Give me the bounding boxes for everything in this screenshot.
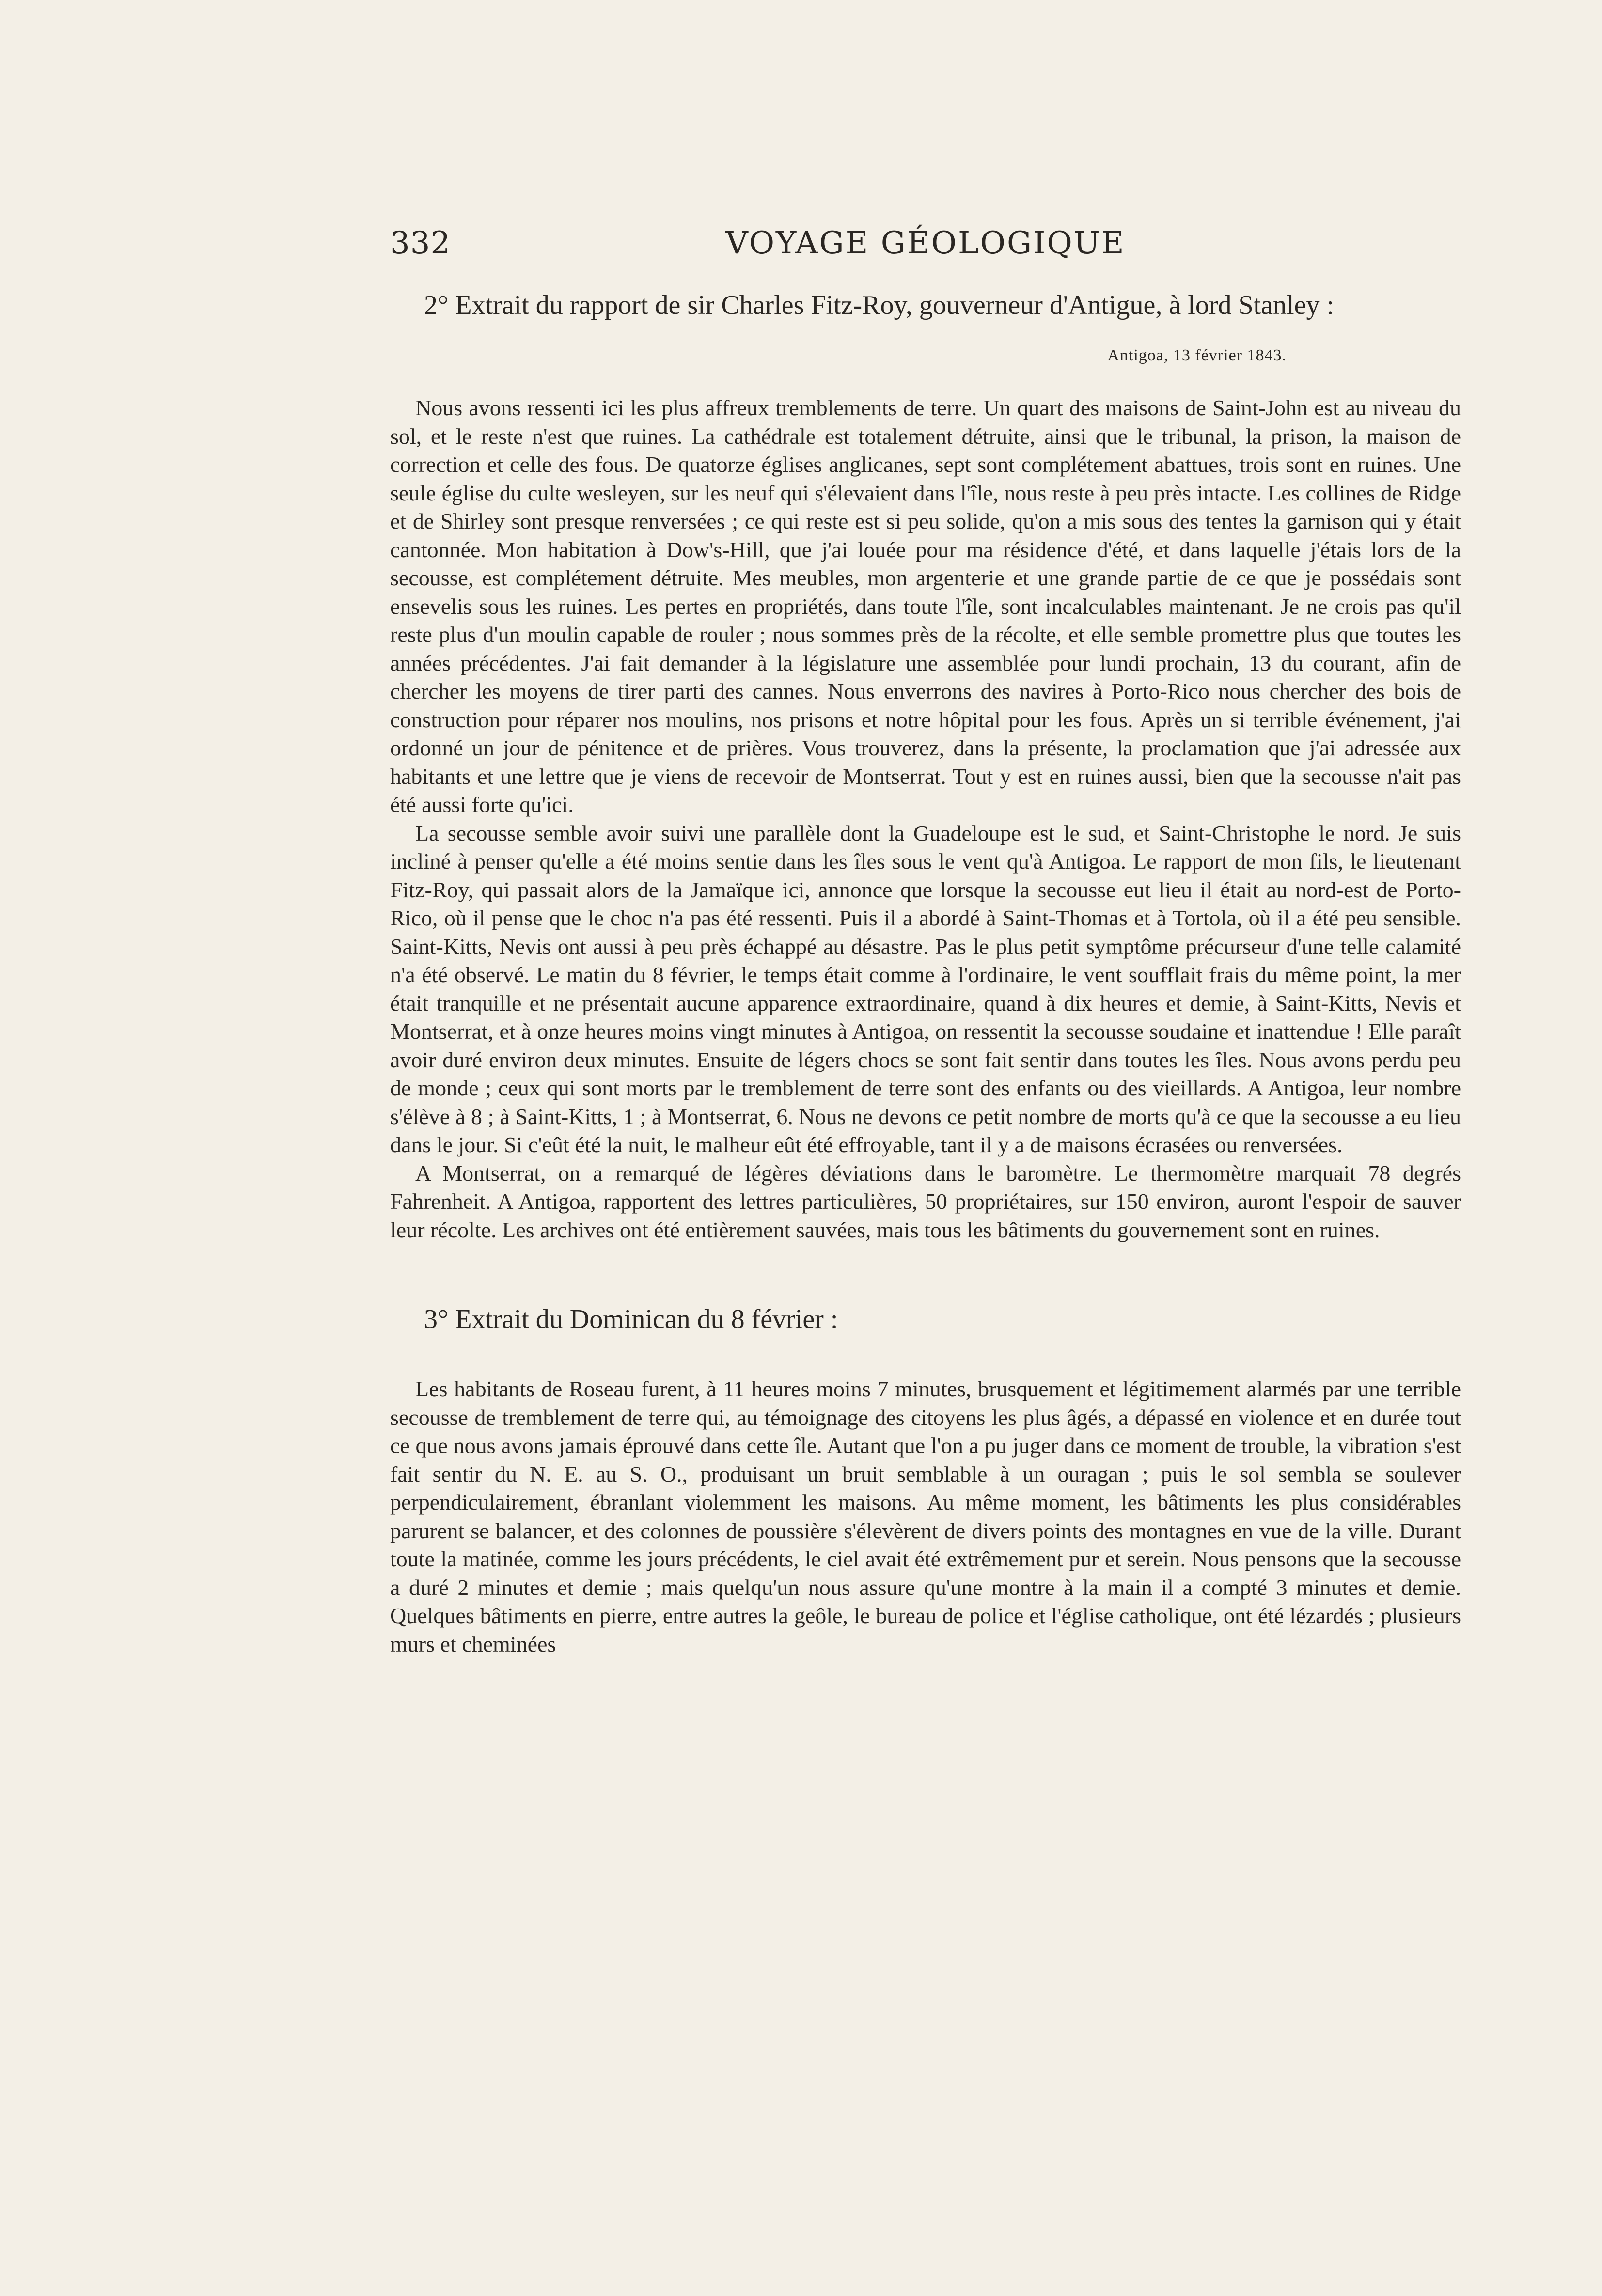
section-gap <box>390 1244 1461 1297</box>
section-heading-dominican: 3° Extrait du Dominican du 8 février : <box>424 1304 838 1334</box>
page-number: 332 <box>390 225 451 261</box>
page-content <box>390 283 1461 1658</box>
paragraph: La secousse semble avoir suivi une parallèle dont la Guadeloupe est le sud, et Saint-Christophe le nord. Je suis incliné à penser qu'elle a été moins sentie dans les îles sous le vent qu'à Antigoa. Le rapport de mon fils, le lieutenant Fitz-Roy, qui passait alors de la Jamaïque ici, annonce que lorsque la secousse eut lieu il était au nord-est de Porto-Rico, où il pense que le choc n'a pas été ressenti. Puis il a abordé à Saint-Thomas et à Tortola, où il a été peu sensible. Saint-Kitts, Nevis ont aussi à peu près échappé au désastre. Pas le plus petit symptôme précurseur d'une telle calamité n'a été observé. Le matin du 8 février, le temps était comme à l'ordinaire, le vent soufflait frais du même point, la mer était tranquille et ne présentait aucune apparence extraordinaire, quand à dix heures et demie, à Saint-Kitts, Nevis et Montserrat, et à onze heures moins vingt minutes à Antigoa, on ressentit la secousse soudaine et inattendue ! Elle paraît avoir duré environ deux minutes. Ensuite de légers chocs se sont fait sentir dans toutes les îles. Nous avons perdu peu de monde ; ceux qui sont morts par le tremblement de terre sont des enfants ou des vieillards. A Antigoa, leur nombre s'élève à 8 ; à Saint-Kitts, 1 ; à Montserrat, 6. Nous ne devons ce petit nombre de morts qu'à ce que la secousse a eu lieu dans le jour. Si c'eût été la nuit, le malheur eût été effroyable, tant il y a de maisons écrasées ou renversées. <box>390 820 1461 1157</box>
paragraph: Nous avons ressenti ici les plus affreux tremblements de terre. Un quart des maisons de Saint-John est au niveau du sol, et le reste n'est que ruines. La cathédrale est totalement détruite, ainsi que le tribunal, la prison, la maison de correction et celle des fous. De quatorze églises anglicanes, sept sont complétement abattues, trois sont en ruines. Une seule église du culte wesleyen, sur les neuf qui s'élevaient dans l'île, nous reste à peu près intacte. Les collines de Ridge et de Shirley sont presque renversées ; ce qui reste est si peu solide, qu'on a mis sous des tentes la garnison qui y était cantonnée. Mon habitation à Dow's-Hill, que j'ai louée pour ma résidence d'été, et dans laquelle j'étais lors de la secousse, est complétement détruite. Mes meubles, mon argenterie et une grande partie de ce que je possédais sont ensevelis sous les ruines. Les pertes en propriétés, dans toute l'île, sont incalculables maintenant. Je ne crois pas qu'il reste plus d'un moulin capable de rouler ; nous sommes près de la récolte, et elle semble promettre plus que toutes les années précédentes. J'ai fait demander à la législature une assemblée pour lundi prochain, 13 du courant, afin de chercher les moyens de tirer parti des cannes. Nous enverrons des navires à Porto-Rico nous chercher des bois de construction pour réparer nos moulins, nos prisons et notre hôpital pour les fous. Après un si terrible événement, j'ai ordonné un jour de pénitence et de prières. Vous trouverez, dans la présente, la proclamation que j'ai adressée aux habitants et une lettre que je viens de recevoir de Montserrat. Tout y est en ruines aussi, bien que la secousse n'ait pas été aussi forte qu'ici. <box>390 395 1461 817</box>
section-heading-fitzroy: 2° Extrait du rapport de sir Charles Fitz-Roy, gouverneur d'Antigue, à lord Stanley : <box>424 290 1334 320</box>
dateline: Antigoa, 13 février 1843. <box>1107 346 1287 364</box>
page-header <box>390 225 1461 264</box>
paragraph: Les habitants de Roseau furent, à 11 heures moins 7 minutes, brusquement et légitimement alarmés par une terrible secousse de tremblement de terre qui, au témoignage des citoyens les plus âgés, a dépassé en violence et en durée tout ce que nous avons jamais éprouvé dans cette île. Autant que l'on a pu juger dans ce moment de trouble, la vibration s'est fait sentir du N. E. au S. O., produisant un bruit semblable à un ouragan ; puis le sol sembla se soulever perpendiculairement, ébranlant violemment les maisons. Au même moment, les bâtiments les plus considérables parurent se balancer, et des colonnes de poussière s'élevèrent de divers points des montagnes en vue de la ville. Durant toute la matinée, comme les jours précédents, le ciel avait été extrêmement pur et serein. Nous pensons que la secousse a duré 2 minutes et demie ; mais quelqu'un nous assure qu'une montre à la main il a compté 3 minutes et demie. Quelques bâtiments en pierre, entre autres la geôle, le bureau de police et l'église catholique, ont été lézardés ; plusieurs murs et cheminées <box>390 1376 1461 1656</box>
paragraph: A Montserrat, on a remarqué de légères déviations dans le baromètre. Le thermomètre marquait 78 degrés Fahrenheit. A Antigoa, rapportent des lettres particulières, 50 propriétaires, sur 150 environ, auront l'espoir de sauver leur récolte. Les archives ont été entièrement sauvées, mais tous les bâtiments du gouvernement sont en ruines. <box>390 1160 1461 1242</box>
running-title: VOYAGE GÉOLOGIQUE <box>725 225 1126 261</box>
